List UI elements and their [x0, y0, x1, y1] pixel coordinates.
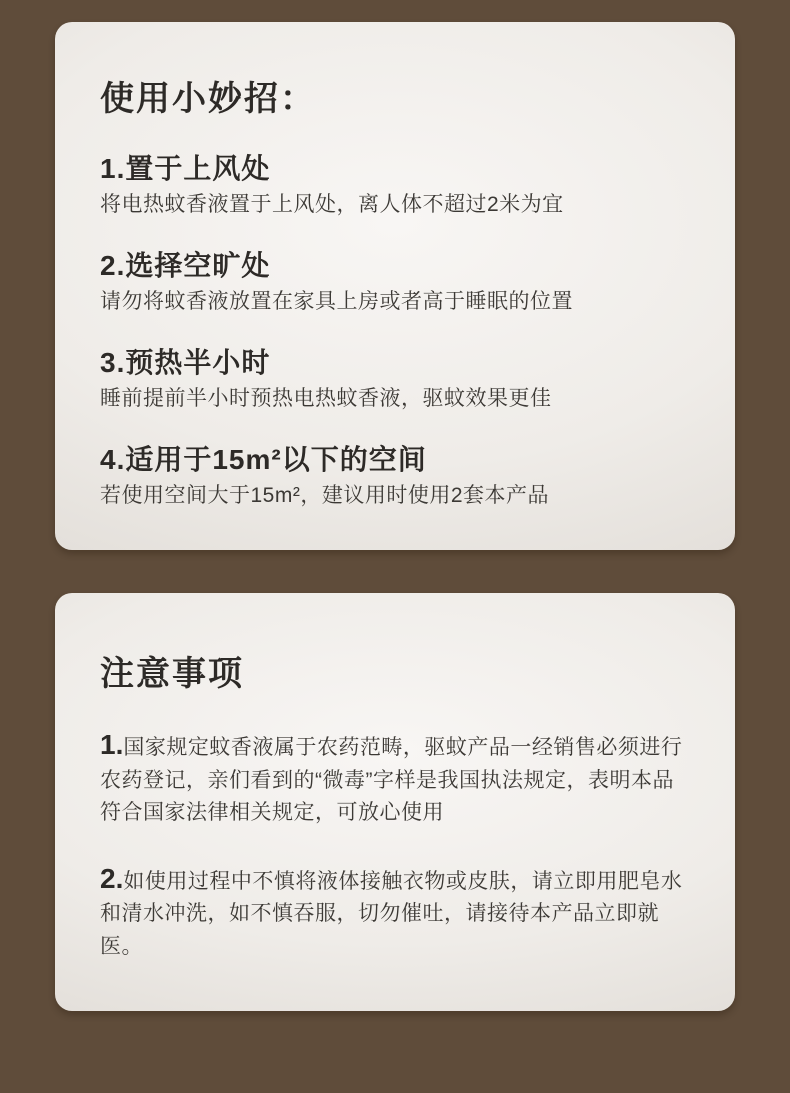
usage-tips-title: 使用小妙招：: [100, 80, 316, 118]
notice-body-2: 如使用过程中不慎将液体接触衣物或皮肤，请立即用肥皂水和清水冲洗，如不慎吞服，切勿催吐，请接待本产品立即就医。: [100, 869, 683, 958]
tip-item-4: [100, 443, 690, 510]
tip-item-2: [100, 249, 690, 316]
notice-number-2: 2.: [100, 862, 124, 894]
tip-body-3: 睡前提前半小时预热电热蚊香液，驱蚊效果更佳: [100, 387, 552, 410]
page: [0, 22, 790, 1093]
notice-card: [55, 593, 735, 1011]
notice-item-1: [100, 729, 690, 830]
usage-tips-card: [55, 22, 735, 550]
tip-heading-3: 3.预热半小时: [100, 347, 271, 378]
tip-heading-4: 4.适用于15m²以下的空间: [100, 444, 427, 475]
tip-heading-1: 1.置于上风处: [100, 153, 271, 184]
notice-item-2: [100, 863, 690, 964]
tip-body-4: 若使用空间大于15m²，建议用时使用2套本产品: [100, 484, 550, 507]
tip-item-1: [100, 152, 690, 219]
notice-number-1: 1.: [100, 729, 124, 760]
notice-title: 注意事项: [100, 655, 244, 693]
tip-body-1: 将电热蚊香液置于上风处，离人体不超过2米为宜: [100, 193, 564, 216]
tip-body-2: 请勿将蚊香液放置在家具上房或者高于睡眠的位置: [100, 290, 573, 313]
tip-item-3: [100, 346, 690, 413]
tip-heading-2: 2.选择空旷处: [100, 250, 271, 281]
notice-body-1: 国家规定蚊香液属于农药范畴，驱蚊产品一经销售必须进行农药登记，亲们看到的“微毒”字样是我国执法规定，表明本品符合国家法律相关规定，可放心使用: [100, 736, 683, 824]
